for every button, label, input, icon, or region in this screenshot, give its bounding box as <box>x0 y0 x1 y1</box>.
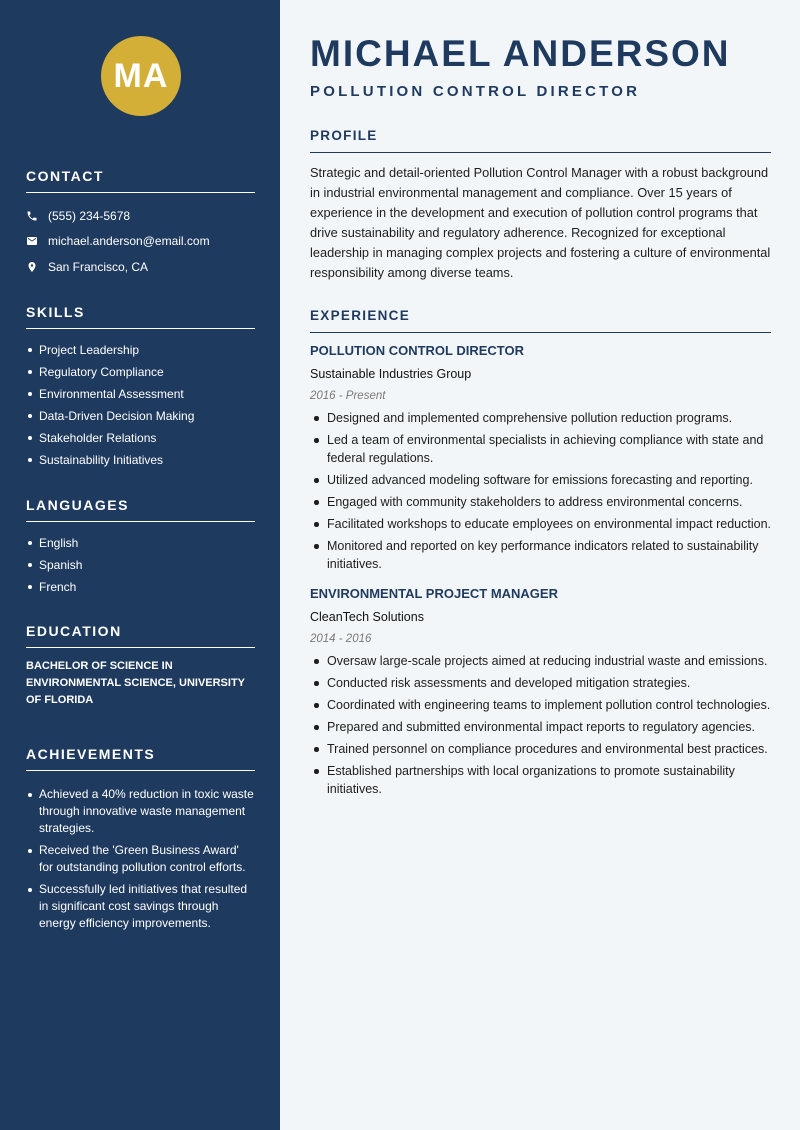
avatar: MA <box>101 36 181 116</box>
section-heading: EXPERIENCE <box>310 308 771 333</box>
skills-list <box>26 339 255 472</box>
section-heading: PROFILE <box>310 128 771 153</box>
section-heading: SKILLS <box>26 304 255 329</box>
list-item: English <box>26 532 255 554</box>
list-item: Project Leadership <box>26 339 255 361</box>
email-icon <box>26 235 48 247</box>
contact-section <box>26 168 255 280</box>
section-heading: ACHIEVEMENTS <box>26 746 255 771</box>
list-item: Received the 'Green Business Award' for outstanding pollution control efforts. <box>26 842 255 876</box>
profile-section <box>310 128 771 283</box>
job-title: ENVIRONMENTAL PROJECT MANAGER <box>310 586 558 601</box>
sidebar <box>0 0 280 1130</box>
education-section <box>26 623 255 709</box>
list-item: Sustainability Initiatives <box>26 449 255 471</box>
phone-icon <box>26 210 48 222</box>
achievements-list <box>26 786 255 932</box>
email-text: michael.anderson@email.com <box>48 234 210 249</box>
languages-section <box>26 497 255 598</box>
list-item: Engaged with community stakeholders to address environmental concerns. <box>310 493 771 511</box>
list-item: Coordinated with engineering teams to implement pollution control technologies. <box>310 696 771 714</box>
achievements-section <box>26 746 255 937</box>
list-item: Spanish <box>26 554 255 576</box>
location-pin-icon <box>26 261 48 273</box>
list-item: Regulatory Compliance <box>26 361 255 383</box>
education-degree: BACHELOR OF SCIENCE IN ENVIRONMENTAL SCIENCE, UNIVERSITY OF FLORIDA <box>26 660 245 706</box>
list-item: Conducted risk assessments and developed mitigation strategies. <box>310 674 771 692</box>
list-item: French <box>26 576 255 598</box>
list-item: Facilitated workshops to educate employees on environmental impact reduction. <box>310 515 771 533</box>
job-title: POLLUTION CONTROL DIRECTOR <box>310 343 525 358</box>
section-heading: EDUCATION <box>26 623 255 648</box>
experience-section <box>310 308 771 802</box>
list-item: Prepared and submitted environmental impact reports to regulatory agencies. <box>310 718 771 736</box>
phone-text: (555) 234-5678 <box>48 208 131 223</box>
contact-phone <box>26 203 255 229</box>
job-bullets <box>310 652 771 798</box>
job-entry <box>310 343 771 573</box>
job-dates: 2014 - 2016 <box>310 633 372 645</box>
list-item: Established partnerships with local organizations to promote sustainability initiatives. <box>310 762 771 798</box>
contact-email <box>26 229 255 255</box>
list-item: Data-Driven Decision Making <box>26 405 255 427</box>
job-entry <box>310 586 771 798</box>
list-item: Stakeholder Relations <box>26 427 255 449</box>
job-bullets <box>310 409 771 573</box>
list-item: Trained personnel on compliance procedures and environmental best practices. <box>310 740 771 758</box>
contact-location <box>26 254 255 280</box>
section-heading: CONTACT <box>26 168 255 193</box>
list-item: Monitored and reported on key performance indicators related to sustainability initiatives. <box>310 537 771 573</box>
list-item: Successfully led initiatives that resulted in significant cost savings through energy efficiency improvements. <box>26 881 255 932</box>
list-item: Oversaw large-scale projects aimed at reducing industrial waste and emissions. <box>310 652 771 670</box>
list-item: Achieved a 40% reduction in toxic waste through innovative waste management strategies. <box>26 786 255 837</box>
company-name: CleanTech Solutions <box>310 610 424 624</box>
skills-section <box>26 304 255 472</box>
candidate-name: MICHAEL ANDERSON <box>310 33 731 74</box>
profile-text: Strategic and detail-oriented Pollution Control Manager with a robust background in industrial environmental management and compliance. Over 15 years of experience in the development and execution of pollution control programs that drive sustainability and regulatory adherence. Recognized for exceptional leadership in managing complex projects and fostering a culture of environmental responsibility among diverse teams. <box>310 165 771 280</box>
section-heading: LANGUAGES <box>26 497 255 522</box>
list-item: Led a team of environmental specialists in achieving compliance with state and federal regulations. <box>310 431 771 467</box>
company-name: Sustainable Industries Group <box>310 367 472 381</box>
list-item: Designed and implemented comprehensive pollution reduction programs. <box>310 409 771 427</box>
list-item: Utilized advanced modeling software for emissions forecasting and reporting. <box>310 471 771 489</box>
job-dates: 2016 - Present <box>310 390 386 402</box>
languages-list <box>26 532 255 598</box>
job-title-header: POLLUTION CONTROL DIRECTOR <box>310 83 641 100</box>
list-item: Environmental Assessment <box>26 383 255 405</box>
location-text: San Francisco, CA <box>48 259 149 274</box>
